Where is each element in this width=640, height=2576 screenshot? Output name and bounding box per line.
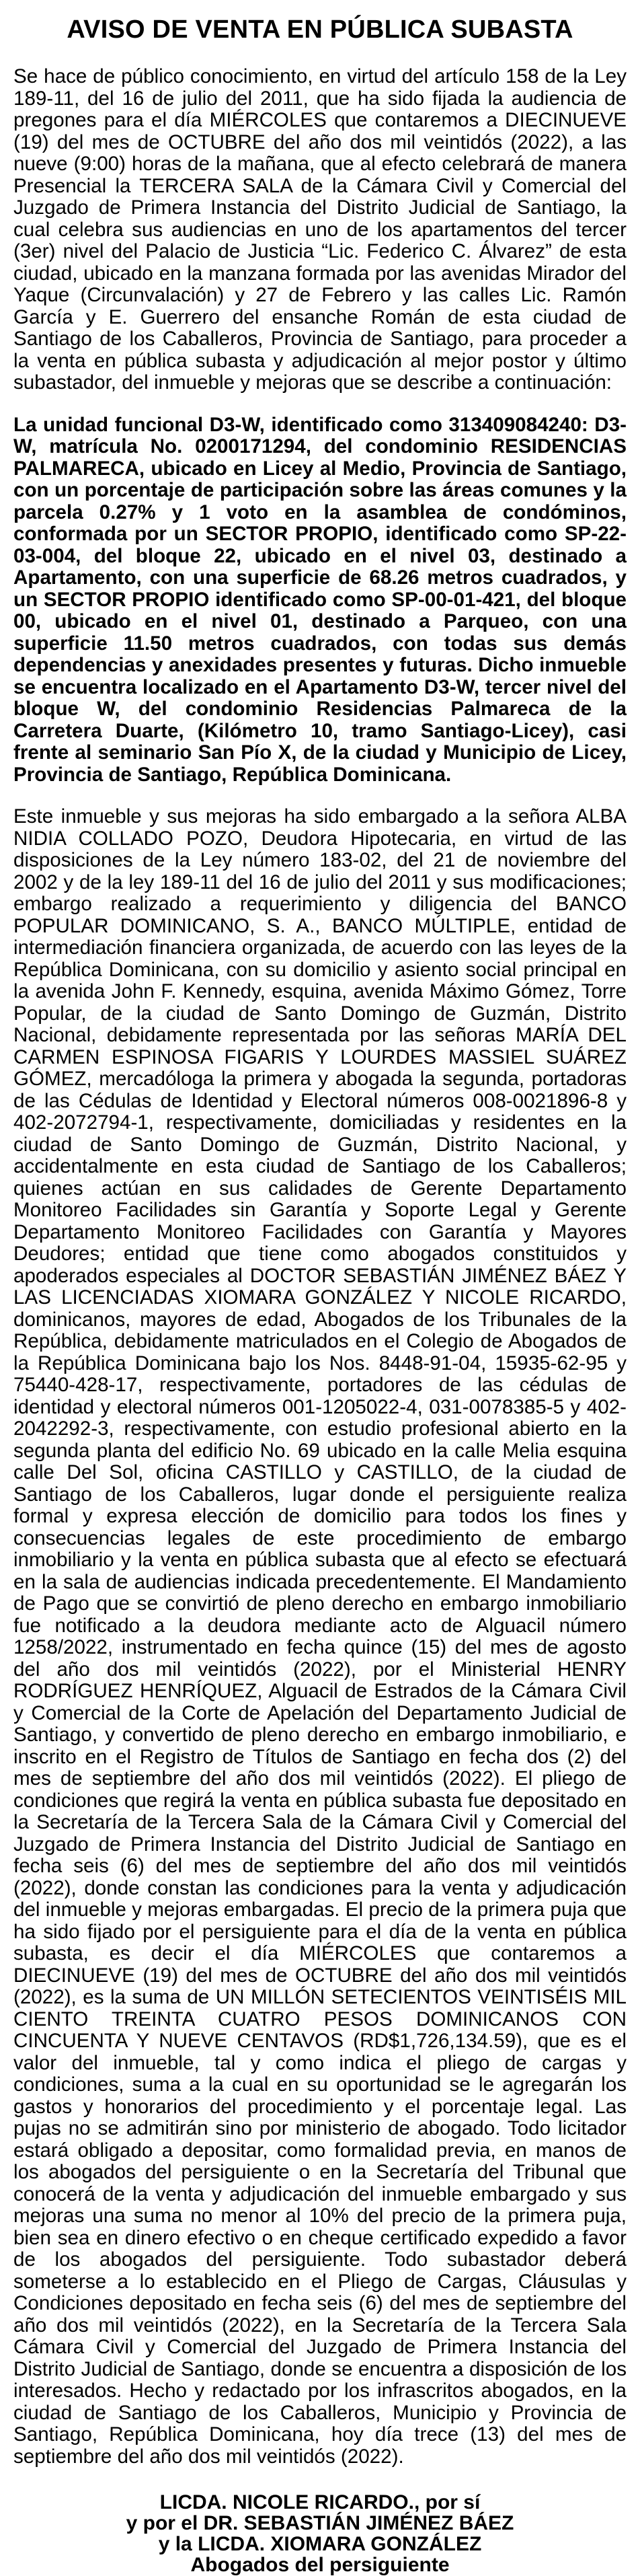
signature-line-1: LICDA. NICOLE RICARDO., por sí <box>159 2491 481 2513</box>
signature-line-4: Abogados del persiguiente <box>190 2554 450 2576</box>
signature-line-3: y la LICDA. XIOMARA GONZÁLEZ <box>158 2533 482 2555</box>
signature-line-2: y por el DR. SEBASTIÁN JIMÉNEZ BÁEZ <box>126 2512 514 2534</box>
signature-block <box>13 2492 627 2575</box>
intro-paragraph: Se hace de público conocimiento, en virtud del artículo 158 de la Ley 189-11, del 16 de julio del 2011, que ha sido fijada la audiencia de pregones para el día MIÉRCOLES que contaremos a DIECINUEVE (19) del mes de OCTUBRE del año dos mil veintidós (2022), a las nueve (9:00) horas de la mañana, que al efecto celebrará de manera Presencial la TERCERA SALA de la Cámara Civil y Comercial del Juzgado de Primera Instancia del Distrito Judicial de Santiago, la cual celebra sus audiencias en uno de los apartamentos del tercer (3er) nivel del Palacio de Justicia “Lic. Federico C. Álvarez” de esta ciudad, ubicado en la manzana formada por las avenidas Mirador del Yaque (Circunvalación) y 27 de Febrero y las calles Lic. Ramón García y E. Guerrero del ensanche Román de esta ciudad de Santiago de los Caballeros, Provincia de Santiago, para proceder a la venta en pública subasta y adjudicación al mejor postor y último subastador, del inmueble y mejoras que se describe a continuación: <box>13 65 627 394</box>
notice-title: AVISO DE VENTA EN PÚBLICA SUBASTA <box>67 15 573 44</box>
property-description-paragraph: La unidad funcional D3-W, identificado como 313409084240: D3-W, matrícula No. 0200171294, del condominio RESIDENCIAS PALMARECA, ubicado en Licey al Medio, Provincia de Santiago, con un porcentaje de participación sobre las áreas comunes y la parcela 0.27% y 1 voto en la asamblea de condóminos, conformada por un SECTOR PROPIO, identificado como SP-22-03-004, del bloque 22, ubicado en el nivel 03, destinado a Apartamento, con una superficie de 68.26 metros cuadrados, y un SECTOR PROPIO identificado como SP-00-01-421, del bloque 00, ubicado en el nivel 01, destinado a Parqueo, con una superficie 11.50 metros cuadrados, con todas sus demás dependencias y anexidades presentes y futuras. Dicho inmueble se encuentra localizado en el Apartamento D3-W, tercer nivel del bloque W, del condominio Residencias Palmareca de la Carretera Duarte, (Kilómetro 10, tramo Santiago-Licey), casi frente al seminario San Pío X, de la ciudad y Municipio de Licey, Provincia de Santiago, República Dominicana. <box>13 413 627 786</box>
seizure-details-paragraph: Este inmueble y sus mejoras ha sido embargado a la señora ALBA NIDIA COLLADO POZO, Deudora Hipotecaria, en virtud de las disposiciones de la Ley número 183-02, del 21 de noviembre del 2002 y de la ley 189-11 del 16 de julio del 2011 y sus modificaciones; embargo realizado a requerimiento y diligencia del BANCO POPULAR DOMINICANO, S. A., BANCO MÚLTIPLE, entidad de intermediación financiera organizada, de acuerdo con las leyes de la República Dominicana, con su domicilio y asiento social principal en la avenida John F. Kennedy, esquina, avenida Máximo Gómez, Torre Popular, de la ciudad de Santo Domingo de Guzmán, Distrito Nacional, debidamente representada por las señoras MARÍA DEL CARMEN ESPINOSA FIGARIS Y LOURDES MASSIEL SUÁREZ GÓMEZ, mercadóloga la primera y abogada la segunda, portadoras de las Cédulas de Identidad y Electoral números 008-0021896-8 y 402-2072794-1, respectivamente, domiciliadas y residentes en la ciudad de Santo Domingo de Guzmán, Distrito Nacional, y accidentalmente en esta ciudad de Santiago de los Caballeros; quienes actúan en sus calidades de Gerente Departamento Monitoreo Facilidades sin Garantía y Soporte Legal y Gerente Departamento Monitoreo Facilidades con Garantía y Mayores Deudores; entidad que tiene como abogados constituidos y apoderados especiales al DOCTOR SEBASTIÁN JIMÉNEZ BÁEZ Y LAS LICENCIADAS XIOMARA GONZÁLEZ Y NICOLE RICARDO, dominicanos, mayores de edad, Abogados de los Tribunales de la República, debidamente matriculados en el Colegio de Abogados de la República Dominicana bajo los Nos. 8448-91-04, 15935-62-95 y 75440-428-17, respectivamente, portadores de las cédulas de identidad y electoral números 001-1205022-4, 031-0078385-5 y 402-2042292-3, respectivamente, con estudio profesional abierto en la segunda planta del edificio No. 69 ubicado en la calle Melia esquina calle Del Sol, oficina CASTILLO y CASTILLO, de la ciudad de Santiago de los Caballeros, lugar donde el persiguiente realiza formal y expresa elección de domicilio para todos los fines y consecuencias legales de este procedimiento de embargo inmobiliario y la venta en pública subasta que al efecto se efectuará en la sala de audiencias indicada precedentemente. El Mandamiento de Pago que se convirtió de pleno derecho en embargo inmobiliario fue notificado a la deudora mediante acto de Alguacil número 1258/2022, instrumentado en fecha quince (15) del mes de agosto del año dos mil veintidós (2022), por el Ministerial HENRY RODRÍGUEZ HENRÍQUEZ, Alguacil de Estrados de la Cámara Civil y Comercial de la Corte de Apelación del Departamento Judicial de Santiago, y convertido de pleno derecho en embargo inmobiliario, e inscrito en el Registro de Títulos de Santiago en fecha dos (2) del mes de septiembre del año dos mil veintidós (2022). El pliego de condiciones que regirá la venta en pública subasta fue depositado en la Secretaría de la Tercera Sala de la Cámara Civil y Comercial del Juzgado de Primera Instancia del Distrito Judicial de Santiago en fecha seis (6) del mes de septiembre del año dos mil veintidós (2022), donde constan las condiciones para la venta y adjudicación del inmueble y mejoras embargadas. El precio de la primera puja que ha sido fijado por el persiguiente para el día de la venta en pública subasta, es decir el día MIÉRCOLES que contaremos a DIECINUEVE (19) del mes de OCTUBRE del año dos mil veintidós (2022), es la suma de UN MILLÓN SETECIENTOS VEINTISÉIS MIL CIENTO TREINTA CUATRO PESOS DOMINICANOS CON CINCUENTA Y NUEVE CENTAVOS (RD$1,726,134.59), que es el valor del inmueble, tal y como indica el pliego de cargas y condiciones, suma a la cual en su oportunidad se le agregarán los gastos y honorarios del procedimiento y el porcentaje legal. Las pujas no se admitirán sino por ministerio de abogado. Todo licitador estará obligado a depositar, como formalidad previa, en manos de los abogados del persiguiente o en la Secretaría del Tribunal que conocerá de la venta y adjudicación del inmueble embargado y sus mejoras una suma no menor al 10% del precio de la primera puja, bien sea en dinero efectivo o en cheque certificado expedido a favor de los abogados del persiguiente. Todo subastador deberá someterse a lo establecido en el Pliego de Cargas, Cláusulas y Condiciones depositado en fecha seis (6) del mes de septiembre del año dos mil veintidós (2022), en la Secretaría de la Tercera Sala Cámara Civil y Comercial del Juzgado de Primera Instancia del Distrito Judicial de Santiago, donde se encuentra a disposición de los interesados. Hecho y redactado por los infrascritos abogados, en la ciudad de Santiago de los Caballeros, Municipio y Provincia de Santiago, República Dominicana, hoy día trece (13) del mes de septiembre del año dos mil veintidós (2022). <box>13 805 627 2468</box>
